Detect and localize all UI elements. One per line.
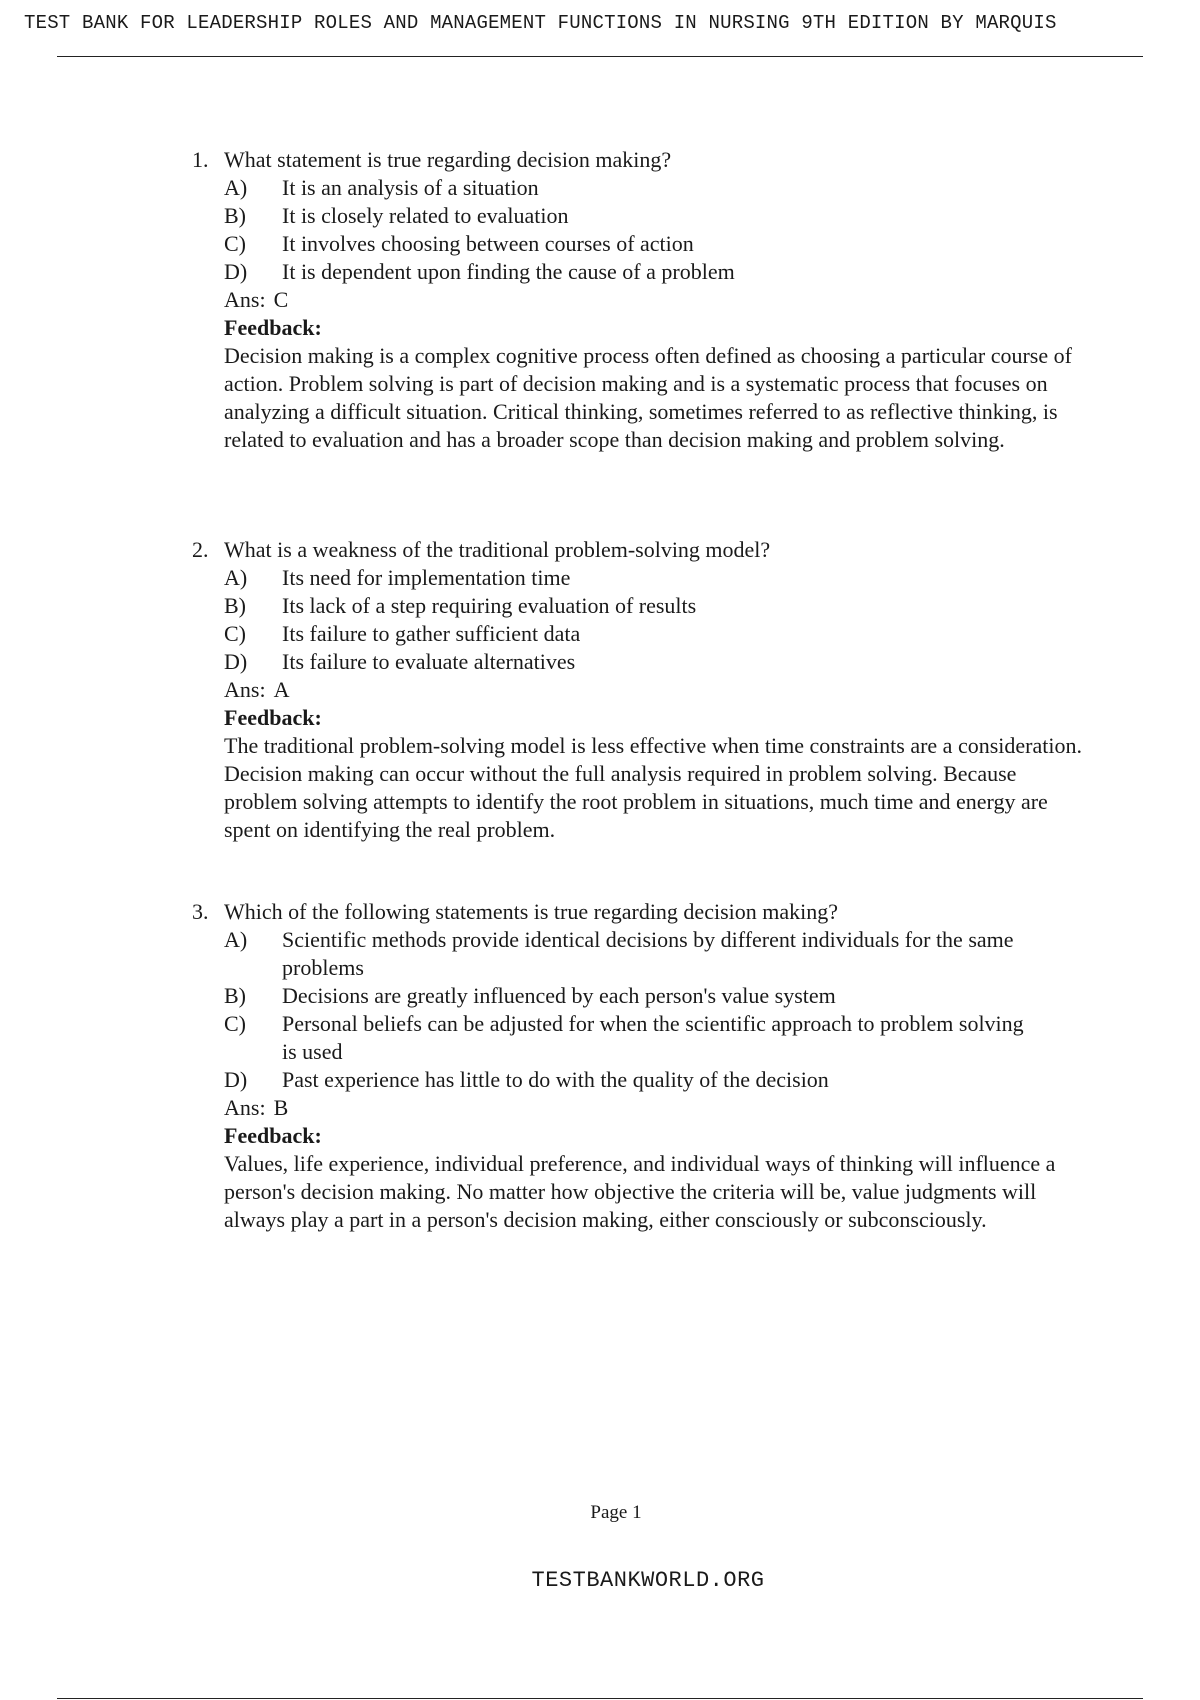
option-letter: B) (224, 593, 246, 618)
option-letter: B) (224, 203, 246, 228)
option-text: It is an analysis of a situation (282, 175, 539, 200)
option-letter: C) (224, 231, 246, 256)
option-letter: B) (224, 983, 246, 1008)
option-text: Past experience has little to do with the quality of the decision (282, 1067, 829, 1092)
answer-value: C (273, 287, 289, 312)
question-3 (192, 898, 1092, 1234)
option-b (224, 592, 1092, 620)
option-text: It is dependent upon finding the cause of a problem (282, 259, 735, 284)
option-letter: D) (224, 259, 248, 284)
option-letter: D) (224, 1067, 248, 1092)
option-a (224, 926, 1092, 982)
question-text: What is a weakness of the traditional problem-solving model? (224, 537, 771, 562)
header-divider (57, 56, 1143, 57)
option-letter: C) (224, 1011, 246, 1036)
option-text: Decisions are greatly influenced by each person's value system (282, 983, 836, 1008)
answer-value: B (273, 1095, 289, 1120)
option-b (224, 202, 1092, 230)
answer-line (224, 286, 1092, 314)
option-text: Scientific methods provide identical decisions by different individuals for the same problems (282, 927, 1014, 980)
option-b (224, 982, 1092, 1010)
question-number: 3. (192, 899, 209, 924)
option-text: Its lack of a step requiring evaluation of results (282, 593, 697, 618)
option-text: It involves choosing between courses of action (282, 231, 694, 256)
feedback-label: Feedback: (224, 1123, 322, 1148)
footer-site-name: TESTBANKWORLD.ORG (531, 1568, 765, 1593)
feedback-text: Decision making is a complex cognitive process often defined as choosing a particular course of action. Problem solving is part of decision making and is a systematic process that focuses on analyzing a difficult situation. Critical thinking, sometimes referred to as reflective thinking, is related to evaluation and has a broader scope than decision making and problem solving. (224, 343, 1072, 452)
option-c (224, 230, 1092, 258)
question-number: 1. (192, 147, 209, 172)
page-number: Page 1 (590, 1502, 642, 1523)
option-letter: A) (224, 927, 248, 952)
question-stem (192, 536, 1092, 564)
answer-line (224, 676, 1092, 704)
option-text: Personal beliefs can be adjusted for when the scientific approach to problem solving is used (282, 1011, 1024, 1064)
footer-divider (57, 1698, 1143, 1699)
option-list (224, 564, 1092, 676)
option-c (224, 1010, 1092, 1066)
option-text: Its need for implementation time (282, 565, 571, 590)
answer-label: Ans: (224, 1095, 266, 1120)
question-2 (192, 536, 1092, 844)
feedback-text: Values, life experience, individual preference, and individual ways of thinking will influence a person's decision making. No matter how objective the criteria will be, value judgments will always play a part in a person's decision making, either consciously or subconsciously. (224, 1151, 1056, 1232)
document-header-title: TEST BANK FOR LEADERSHIP ROLES AND MANAGEMENT FUNCTIONS IN NURSING 9TH EDITION BY MARQUIS (24, 12, 1057, 34)
option-d (224, 258, 1092, 286)
option-letter: A) (224, 175, 248, 200)
option-text: Its failure to gather sufficient data (282, 621, 581, 646)
question-number: 2. (192, 537, 209, 562)
question-text: Which of the following statements is true regarding decision making? (224, 899, 839, 924)
question-stem (192, 898, 1092, 926)
feedback-label: Feedback: (224, 315, 322, 340)
option-text: Its failure to evaluate alternatives (282, 649, 576, 674)
option-a (224, 174, 1092, 202)
option-text: It is closely related to evaluation (282, 203, 569, 228)
option-c (224, 620, 1092, 648)
question-stem (192, 146, 1092, 174)
option-a (224, 564, 1092, 592)
feedback-label: Feedback: (224, 705, 322, 730)
question-1 (192, 146, 1092, 454)
answer-label: Ans: (224, 287, 266, 312)
option-d (224, 1066, 1092, 1094)
question-text: What statement is true regarding decision making? (224, 147, 672, 172)
option-letter: C) (224, 621, 246, 646)
feedback-text: The traditional problem-solving model is less effective when time constraints are a consideration. Decision making can occur without the full analysis required in problem solving. Because problem solving attempts to identify the root problem in situations, much time and energy are spent on identifying the real problem. (224, 733, 1082, 842)
answer-value: A (273, 677, 290, 702)
option-list (224, 174, 1092, 286)
answer-line (224, 1094, 1092, 1122)
answer-label: Ans: (224, 677, 266, 702)
option-list (224, 926, 1092, 1094)
option-letter: A) (224, 565, 248, 590)
option-d (224, 648, 1092, 676)
option-letter: D) (224, 649, 248, 674)
